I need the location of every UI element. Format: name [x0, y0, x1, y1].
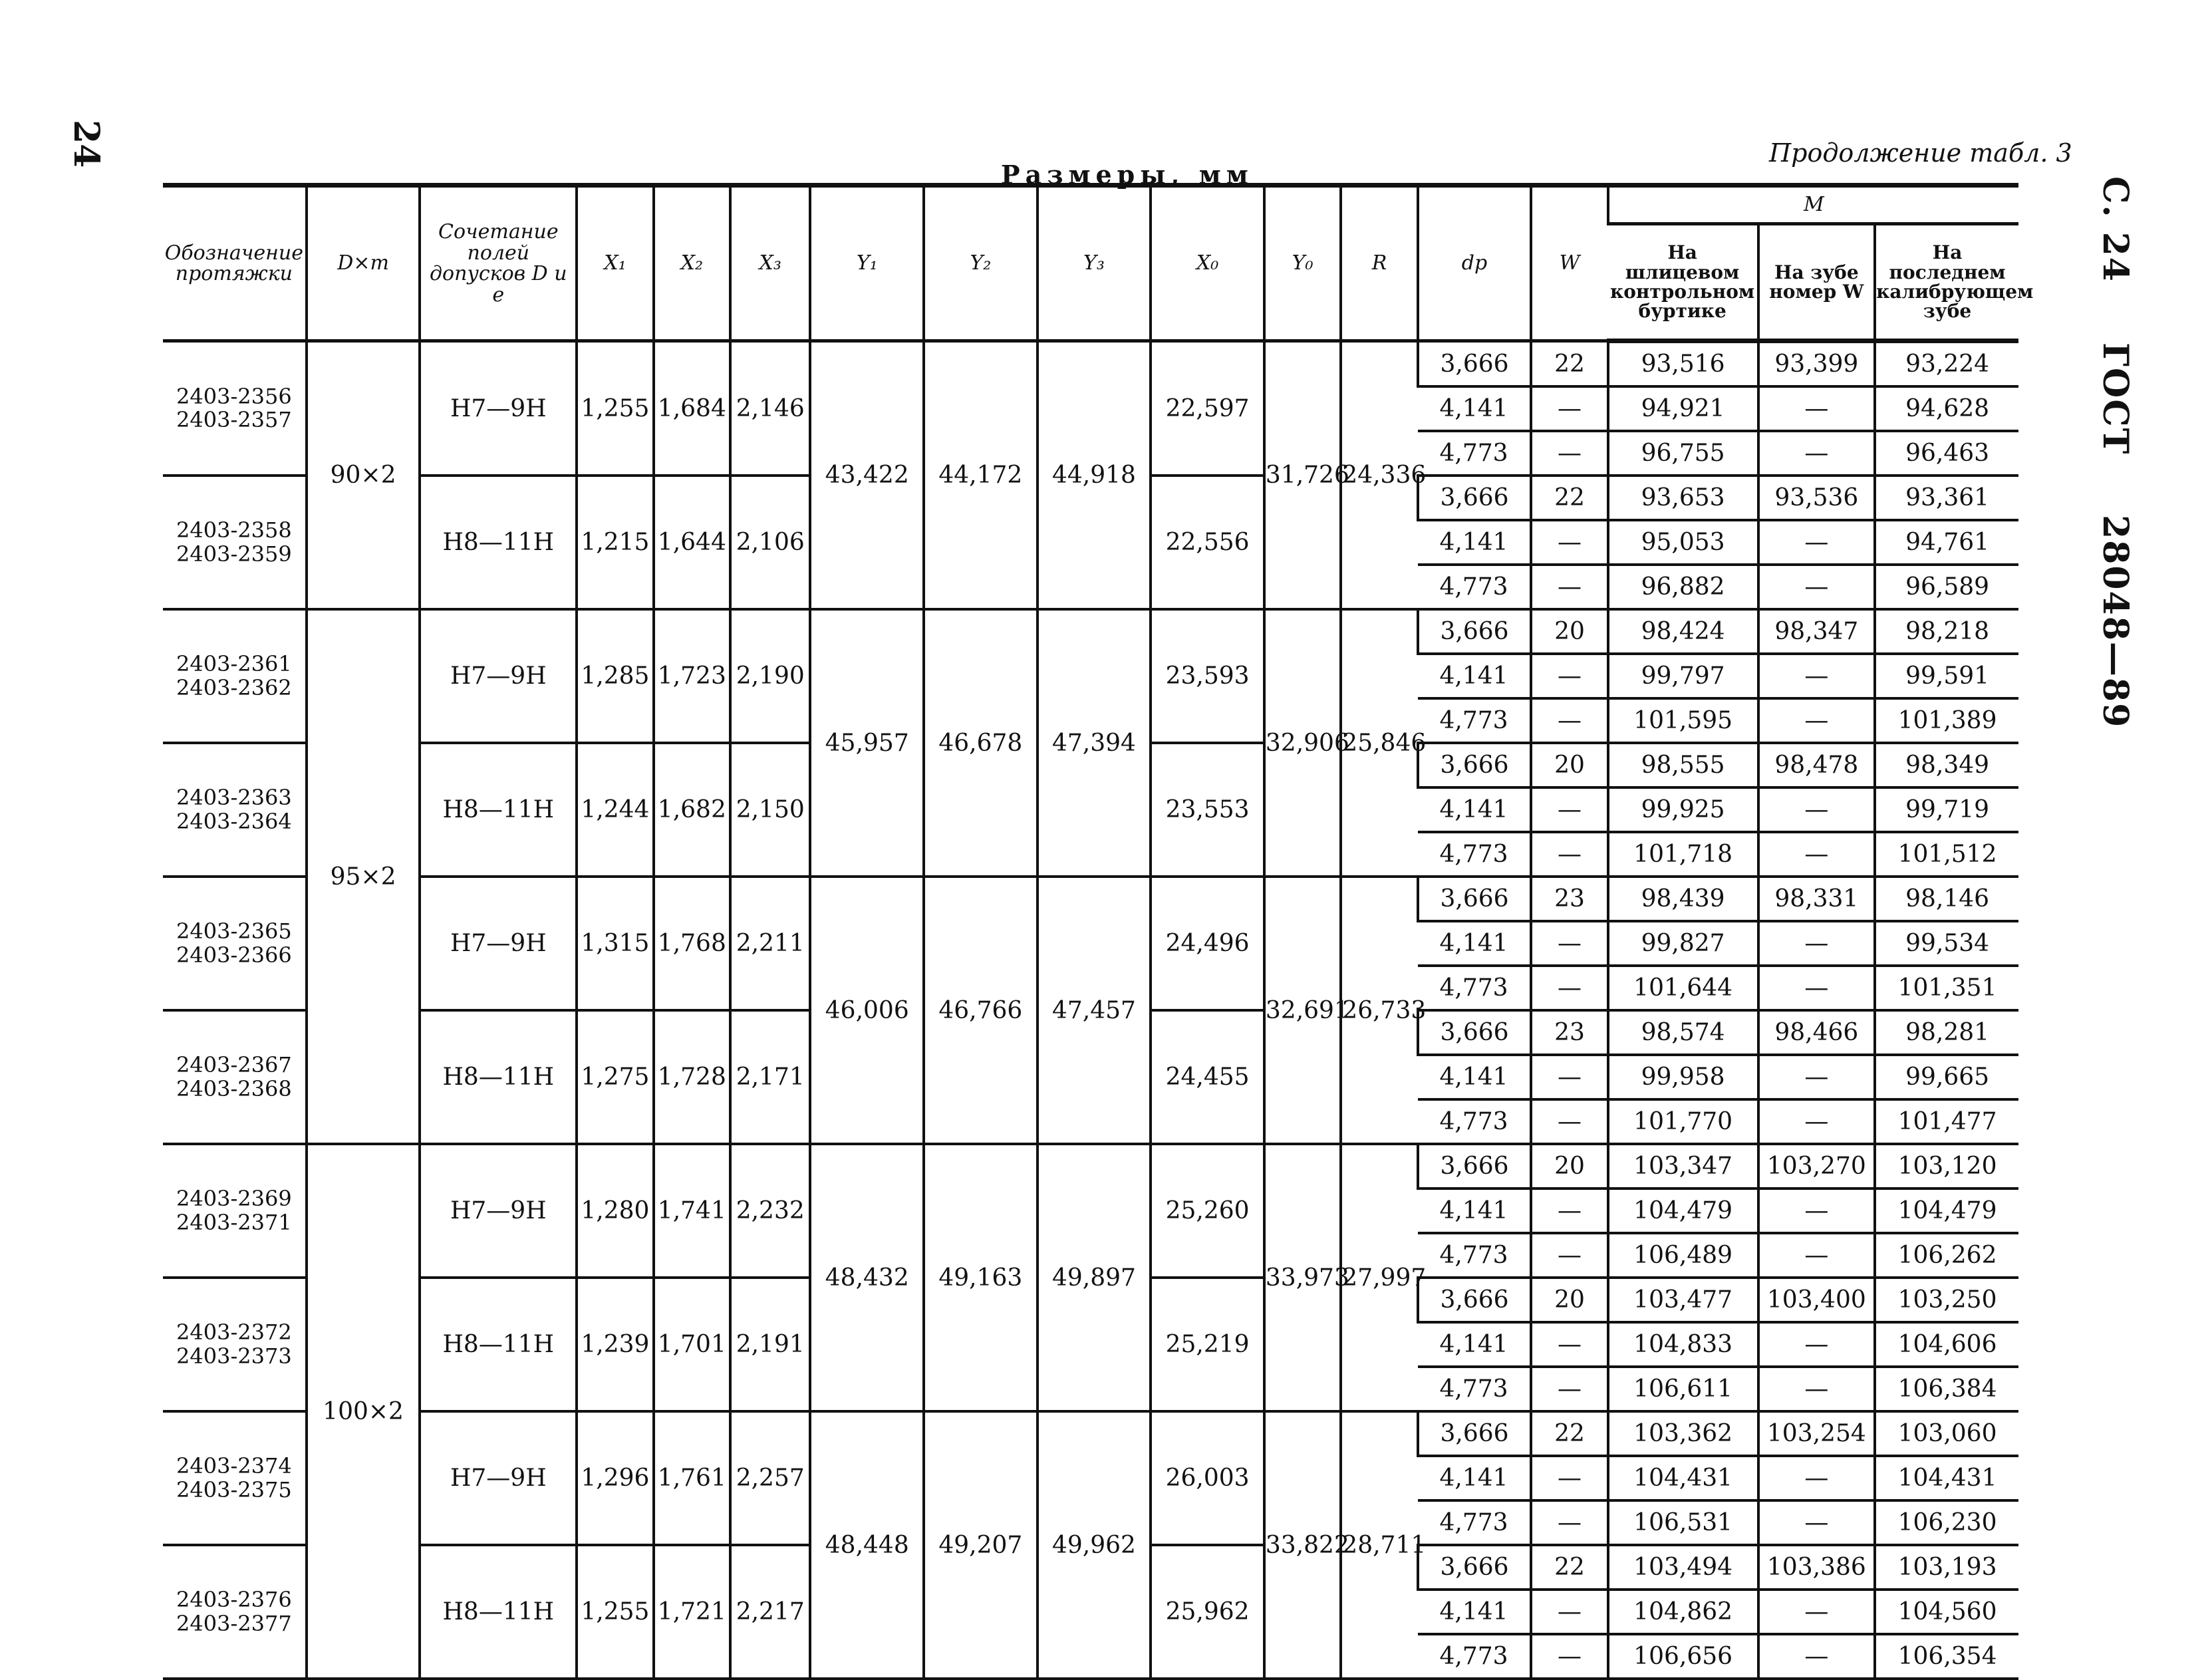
m-tooth-cell: 103,400	[1758, 1278, 1875, 1322]
designation-cell	[163, 1545, 307, 1679]
x2-cell: 1,761	[654, 1411, 730, 1545]
header-m-spline: На шлицевом контрольном буртике	[1608, 224, 1758, 341]
x3-cell: 2,217	[730, 1545, 810, 1679]
x3-cell: 2,150	[730, 743, 810, 877]
m-tooth-cell: —	[1758, 966, 1875, 1010]
w-cell: 20	[1531, 609, 1607, 654]
m-last-cell: 98,349	[1875, 743, 2018, 787]
x3-cell: 2,191	[730, 1278, 810, 1411]
table-row	[163, 1144, 2018, 1189]
m-spline-cell: 94,921	[1608, 386, 1758, 431]
m-tooth-cell: —	[1758, 565, 1875, 609]
header-dp: dp	[1418, 186, 1532, 341]
dp-cell: 4,773	[1418, 1634, 1532, 1679]
m-tooth-cell: 98,478	[1758, 743, 1875, 787]
header-y0: Y₀	[1264, 186, 1341, 341]
w-cell: 20	[1531, 1278, 1607, 1322]
tolerance-cell: H8—11H	[420, 1010, 577, 1144]
w-cell: —	[1531, 1055, 1607, 1099]
x3-cell: 2,211	[730, 877, 810, 1010]
dp-cell: 4,141	[1418, 1456, 1532, 1500]
m-spline-cell: 103,477	[1608, 1278, 1758, 1322]
m-last-cell: 93,224	[1875, 341, 2018, 387]
y2-cell: 49,163	[924, 1144, 1037, 1411]
m-tooth-cell: 93,536	[1758, 476, 1875, 520]
w-cell: —	[1531, 1099, 1607, 1144]
designation-cell	[163, 1010, 307, 1144]
r-cell: 24,336	[1341, 341, 1417, 610]
dp-cell: 4,773	[1418, 1367, 1532, 1411]
w-cell: —	[1531, 654, 1607, 698]
m-spline-cell: 101,718	[1608, 832, 1758, 877]
w-cell: 20	[1531, 1144, 1607, 1189]
m-last-cell: 104,560	[1875, 1590, 2018, 1634]
m-tooth-cell: 98,466	[1758, 1010, 1875, 1055]
header-r: R	[1341, 186, 1417, 341]
designation-code: 2403-2368	[176, 1075, 292, 1101]
w-cell: 20	[1531, 743, 1607, 787]
w-cell: 22	[1531, 1545, 1607, 1590]
m-last-cell: 101,389	[1875, 698, 2018, 743]
dxm-cell: 90×2	[307, 341, 420, 610]
designation-code: 2403-2364	[176, 808, 292, 834]
x2-cell: 1,728	[654, 1010, 730, 1144]
tolerance-cell: H7—9H	[420, 341, 577, 476]
x1-cell: 1,255	[577, 341, 653, 476]
m-last-cell: 98,218	[1875, 609, 2018, 654]
m-spline-cell: 106,656	[1608, 1634, 1758, 1679]
m-last-cell: 103,120	[1875, 1144, 2018, 1189]
m-spline-cell: 103,347	[1608, 1144, 1758, 1189]
dp-cell: 4,773	[1418, 966, 1532, 1010]
m-spline-cell: 99,958	[1608, 1055, 1758, 1099]
m-last-cell: 101,512	[1875, 832, 2018, 877]
x0-cell: 25,260	[1151, 1144, 1264, 1278]
header-tolerance: Сочетание полей допусков D и e	[420, 186, 577, 341]
m-last-cell: 98,281	[1875, 1010, 2018, 1055]
designation-code: 2403-2375	[176, 1476, 292, 1502]
m-spline-cell: 98,555	[1608, 743, 1758, 787]
w-cell: —	[1531, 520, 1607, 565]
m-tooth-cell: —	[1758, 1367, 1875, 1411]
w-cell: —	[1531, 1189, 1607, 1233]
w-cell: 22	[1531, 1411, 1607, 1456]
w-cell: —	[1531, 1456, 1607, 1500]
header-m-last: На последнем калибрующем зубе	[1875, 224, 2018, 341]
designation-cell	[163, 877, 307, 1010]
y0-cell: 33,973	[1264, 1144, 1341, 1411]
m-last-cell: 101,351	[1875, 966, 2018, 1010]
designation-cell	[163, 743, 307, 877]
m-last-cell: 96,463	[1875, 431, 2018, 476]
x0-cell: 26,003	[1151, 1411, 1264, 1545]
w-cell: —	[1531, 1590, 1607, 1634]
dp-cell: 4,141	[1418, 1189, 1532, 1233]
designation-code: 2403-2371	[176, 1209, 292, 1235]
m-last-cell: 103,250	[1875, 1278, 2018, 1322]
m-tooth-cell: —	[1758, 1055, 1875, 1099]
dp-cell: 4,773	[1418, 565, 1532, 609]
x1-cell: 1,280	[577, 1144, 653, 1278]
x1-cell: 1,296	[577, 1411, 653, 1545]
y3-cell: 49,962	[1037, 1411, 1151, 1679]
x0-cell: 24,496	[1151, 877, 1264, 1010]
w-cell: 22	[1531, 476, 1607, 520]
x0-cell: 24,455	[1151, 1010, 1264, 1144]
m-spline-cell: 99,797	[1608, 654, 1758, 698]
table-row	[163, 1411, 2018, 1456]
x0-cell: 22,556	[1151, 476, 1264, 609]
m-spline-cell: 106,489	[1608, 1233, 1758, 1278]
designation-cell	[163, 1144, 307, 1278]
header-designation: Обозначение протяжки	[163, 186, 307, 341]
m-tooth-cell: —	[1758, 1322, 1875, 1367]
m-last-cell: 106,262	[1875, 1233, 2018, 1278]
x1-cell: 1,315	[577, 877, 653, 1010]
w-cell: 23	[1531, 1010, 1607, 1055]
m-last-cell: 94,628	[1875, 386, 2018, 431]
y0-cell: 32,906	[1264, 609, 1341, 877]
standard-title	[2095, 176, 2136, 775]
x1-cell: 1,275	[577, 1010, 653, 1144]
m-last-cell: 106,230	[1875, 1500, 2018, 1545]
m-tooth-cell: —	[1758, 1634, 1875, 1679]
w-cell: —	[1531, 787, 1607, 832]
y0-cell: 32,691	[1264, 877, 1341, 1144]
m-last-cell: 98,146	[1875, 877, 2018, 921]
m-last-cell: 104,479	[1875, 1189, 2018, 1233]
r-cell: 27,997	[1341, 1144, 1417, 1411]
w-cell: —	[1531, 921, 1607, 966]
dp-cell: 4,773	[1418, 832, 1532, 877]
tolerance-cell: H7—9H	[420, 1144, 577, 1278]
x2-cell: 1,701	[654, 1278, 730, 1411]
designation-code: 2403-2356	[176, 383, 292, 409]
m-spline-cell: 98,424	[1608, 609, 1758, 654]
m-tooth-cell: —	[1758, 1189, 1875, 1233]
m-spline-cell: 93,516	[1608, 341, 1758, 387]
dp-cell: 4,773	[1418, 1500, 1532, 1545]
header-x2: X₂	[654, 186, 730, 341]
designation-code: 2403-2369	[176, 1186, 292, 1212]
m-spline-cell: 103,494	[1608, 1545, 1758, 1590]
standard-name: ГОСТ	[2095, 343, 2136, 456]
m-tooth-cell: 98,331	[1758, 877, 1875, 921]
tolerance-cell: H8—11H	[420, 476, 577, 609]
table-body	[163, 341, 2018, 1679]
w-cell: —	[1531, 431, 1607, 476]
designation-cell	[163, 341, 307, 476]
m-tooth-cell: —	[1758, 787, 1875, 832]
m-tooth-cell: —	[1758, 1099, 1875, 1144]
x0-cell: 22,597	[1151, 341, 1264, 476]
header-m-tooth: На зубе номер W	[1758, 224, 1875, 341]
x1-cell: 1,244	[577, 743, 653, 877]
table-row	[163, 609, 2018, 654]
designation-code: 2403-2367	[176, 1052, 292, 1078]
dp-cell: 3,666	[1418, 1545, 1532, 1590]
dp-cell: 4,141	[1418, 787, 1532, 832]
m-tooth-cell: 93,399	[1758, 341, 1875, 387]
m-spline-cell: 95,053	[1608, 520, 1758, 565]
header-x1: X₁	[577, 186, 653, 341]
m-spline-cell: 96,755	[1608, 431, 1758, 476]
x2-cell: 1,721	[654, 1545, 730, 1679]
m-tooth-cell: —	[1758, 1233, 1875, 1278]
r-cell: 28,711	[1341, 1411, 1417, 1679]
dp-cell: 3,666	[1418, 877, 1532, 921]
m-spline-cell: 106,611	[1608, 1367, 1758, 1411]
designation-cell	[163, 1411, 307, 1545]
designation-code: 2403-2365	[176, 918, 292, 944]
continuation-label: Продолжение табл. 3	[1769, 138, 2072, 168]
x0-cell: 23,593	[1151, 609, 1264, 743]
designation-code: 2403-2361	[176, 651, 292, 677]
x2-cell: 1,682	[654, 743, 730, 877]
standard-number: 28048—89	[2095, 515, 2136, 729]
page-ref: С. 24	[2095, 176, 2136, 283]
w-cell: —	[1531, 1322, 1607, 1367]
dp-cell: 3,666	[1418, 609, 1532, 654]
header-dxm: D×m	[307, 186, 420, 341]
m-last-cell: 96,589	[1875, 565, 2018, 609]
m-last-cell: 93,361	[1875, 476, 2018, 520]
m-spline-cell: 103,362	[1608, 1411, 1758, 1456]
x3-cell: 2,257	[730, 1411, 810, 1545]
y2-cell: 46,678	[924, 609, 1037, 877]
m-spline-cell: 106,531	[1608, 1500, 1758, 1545]
m-tooth-cell: —	[1758, 1456, 1875, 1500]
m-spline-cell: 98,439	[1608, 877, 1758, 921]
m-spline-cell: 104,431	[1608, 1456, 1758, 1500]
designation-cell	[163, 476, 307, 609]
m-tooth-cell: —	[1758, 431, 1875, 476]
tolerance-cell: H7—9H	[420, 877, 577, 1010]
w-cell: 22	[1531, 341, 1607, 387]
m-spline-cell: 98,574	[1608, 1010, 1758, 1055]
w-cell: —	[1531, 1634, 1607, 1679]
x2-cell: 1,644	[654, 476, 730, 609]
m-spline-cell: 96,882	[1608, 565, 1758, 609]
dp-cell: 3,666	[1418, 476, 1532, 520]
x1-cell: 1,215	[577, 476, 653, 609]
y2-cell: 49,207	[924, 1411, 1037, 1679]
designation-code: 2403-2376	[176, 1587, 292, 1613]
designation-code: 2403-2357	[176, 407, 292, 432]
m-last-cell: 106,354	[1875, 1634, 2018, 1679]
m-tooth-cell: —	[1758, 520, 1875, 565]
designation-cell	[163, 609, 307, 743]
m-last-cell: 103,193	[1875, 1545, 2018, 1590]
m-tooth-cell: 98,347	[1758, 609, 1875, 654]
y3-cell: 47,394	[1037, 609, 1151, 877]
tolerance-cell: H8—11H	[420, 1278, 577, 1411]
m-tooth-cell: 103,270	[1758, 1144, 1875, 1189]
m-last-cell: 99,591	[1875, 654, 2018, 698]
w-cell: —	[1531, 386, 1607, 431]
y1-cell: 48,448	[810, 1411, 924, 1679]
dp-cell: 4,773	[1418, 1233, 1532, 1278]
y1-cell: 45,957	[810, 609, 924, 877]
m-last-cell: 99,534	[1875, 921, 2018, 966]
dp-cell: 4,141	[1418, 520, 1532, 565]
x3-cell: 2,146	[730, 341, 810, 476]
x2-cell: 1,723	[654, 609, 730, 743]
table-row	[163, 341, 2018, 387]
m-spline-cell: 101,770	[1608, 1099, 1758, 1144]
y1-cell: 43,422	[810, 341, 924, 610]
dp-cell: 4,141	[1418, 1590, 1532, 1634]
designation-code: 2403-2372	[176, 1320, 292, 1345]
tolerance-cell: H8—11H	[420, 1545, 577, 1679]
m-spline-cell: 99,827	[1608, 921, 1758, 966]
header-w: W	[1531, 186, 1607, 341]
dp-cell: 3,666	[1418, 1411, 1532, 1456]
w-cell: —	[1531, 565, 1607, 609]
w-cell: —	[1531, 966, 1607, 1010]
x2-cell: 1,741	[654, 1144, 730, 1278]
m-last-cell: 104,606	[1875, 1322, 2018, 1367]
dp-cell: 3,666	[1418, 1144, 1532, 1189]
y2-cell: 44,172	[924, 341, 1037, 610]
m-last-cell: 99,665	[1875, 1055, 2018, 1099]
header-x0: X₀	[1151, 186, 1264, 341]
header-y1: Y₁	[810, 186, 924, 341]
y0-cell: 33,822	[1264, 1411, 1341, 1679]
x1-cell: 1,255	[577, 1545, 653, 1679]
tolerance-cell: H7—9H	[420, 609, 577, 743]
y1-cell: 48,432	[810, 1144, 924, 1411]
m-tooth-cell: —	[1758, 698, 1875, 743]
dp-cell: 4,141	[1418, 1055, 1532, 1099]
x1-cell: 1,239	[577, 1278, 653, 1411]
x0-cell: 25,219	[1151, 1278, 1264, 1411]
y2-cell: 46,766	[924, 877, 1037, 1144]
header-m: M	[1608, 186, 2018, 224]
tolerance-cell: H8—11H	[420, 743, 577, 877]
designation-code: 2403-2363	[176, 785, 292, 811]
x2-cell: 1,684	[654, 341, 730, 476]
x3-cell: 2,171	[730, 1010, 810, 1144]
w-cell: —	[1531, 1367, 1607, 1411]
dp-cell: 4,141	[1418, 386, 1532, 431]
r-cell: 25,846	[1341, 609, 1417, 877]
m-last-cell: 101,477	[1875, 1099, 2018, 1144]
m-tooth-cell: 103,254	[1758, 1411, 1875, 1456]
m-tooth-cell: —	[1758, 921, 1875, 966]
x0-cell: 25,962	[1151, 1545, 1264, 1679]
designation-code: 2403-2359	[176, 541, 292, 567]
designation-cell	[163, 1278, 307, 1411]
m-last-cell: 99,719	[1875, 787, 2018, 832]
page-number: 24	[66, 120, 106, 168]
dp-cell: 4,141	[1418, 921, 1532, 966]
dp-cell: 4,773	[1418, 698, 1532, 743]
table-row	[163, 877, 2018, 921]
m-last-cell: 103,060	[1875, 1411, 2018, 1456]
y0-cell: 31,726	[1264, 341, 1341, 610]
designation-code: 2403-2373	[176, 1343, 292, 1369]
dp-cell: 4,773	[1418, 1099, 1532, 1144]
r-cell: 26,733	[1341, 877, 1417, 1144]
dp-cell: 3,666	[1418, 743, 1532, 787]
m-spline-cell: 101,644	[1608, 966, 1758, 1010]
m-spline-cell: 101,595	[1608, 698, 1758, 743]
m-tooth-cell: —	[1758, 386, 1875, 431]
x3-cell: 2,232	[730, 1144, 810, 1278]
dxm-cell: 95×2	[307, 609, 420, 1144]
m-last-cell: 94,761	[1875, 520, 2018, 565]
dp-cell: 4,141	[1418, 654, 1532, 698]
units-label: Размеры, мм	[1001, 160, 1254, 190]
y3-cell: 44,918	[1037, 341, 1151, 610]
designation-code: 2403-2374	[176, 1453, 292, 1479]
w-cell: 23	[1531, 877, 1607, 921]
x2-cell: 1,768	[654, 877, 730, 1010]
header-y3: Y₃	[1037, 186, 1151, 341]
y3-cell: 49,897	[1037, 1144, 1151, 1411]
header-x3: X₃	[730, 186, 810, 341]
x3-cell: 2,190	[730, 609, 810, 743]
m-last-cell: 106,384	[1875, 1367, 2018, 1411]
designation-code: 2403-2366	[176, 942, 292, 968]
designation-code: 2403-2362	[176, 674, 292, 700]
m-tooth-cell: —	[1758, 1500, 1875, 1545]
dxm-cell: 100×2	[307, 1144, 420, 1679]
header-y2: Y₂	[924, 186, 1037, 341]
m-tooth-cell: —	[1758, 1590, 1875, 1634]
y1-cell: 46,006	[810, 877, 924, 1144]
m-tooth-cell: —	[1758, 832, 1875, 877]
y3-cell: 47,457	[1037, 877, 1151, 1144]
x0-cell: 23,553	[1151, 743, 1264, 877]
m-last-cell: 104,431	[1875, 1456, 2018, 1500]
m-spline-cell: 104,862	[1608, 1590, 1758, 1634]
w-cell: —	[1531, 698, 1607, 743]
dp-cell: 4,141	[1418, 1322, 1532, 1367]
designation-code: 2403-2377	[176, 1610, 292, 1636]
dp-cell: 3,666	[1418, 1278, 1532, 1322]
dp-cell: 4,773	[1418, 431, 1532, 476]
m-spline-cell: 104,833	[1608, 1322, 1758, 1367]
m-tooth-cell: 103,386	[1758, 1545, 1875, 1590]
designation-code: 2403-2358	[176, 517, 292, 543]
m-spline-cell: 104,479	[1608, 1189, 1758, 1233]
m-spline-cell: 99,925	[1608, 787, 1758, 832]
w-cell: —	[1531, 1500, 1607, 1545]
tolerance-cell: H7—9H	[420, 1411, 577, 1545]
x3-cell: 2,106	[730, 476, 810, 609]
dp-cell: 3,666	[1418, 1010, 1532, 1055]
x1-cell: 1,285	[577, 609, 653, 743]
m-spline-cell: 93,653	[1608, 476, 1758, 520]
m-tooth-cell: —	[1758, 654, 1875, 698]
dimensions-table	[163, 183, 2034, 1680]
w-cell: —	[1531, 1233, 1607, 1278]
w-cell: —	[1531, 832, 1607, 877]
dp-cell: 3,666	[1418, 341, 1532, 387]
